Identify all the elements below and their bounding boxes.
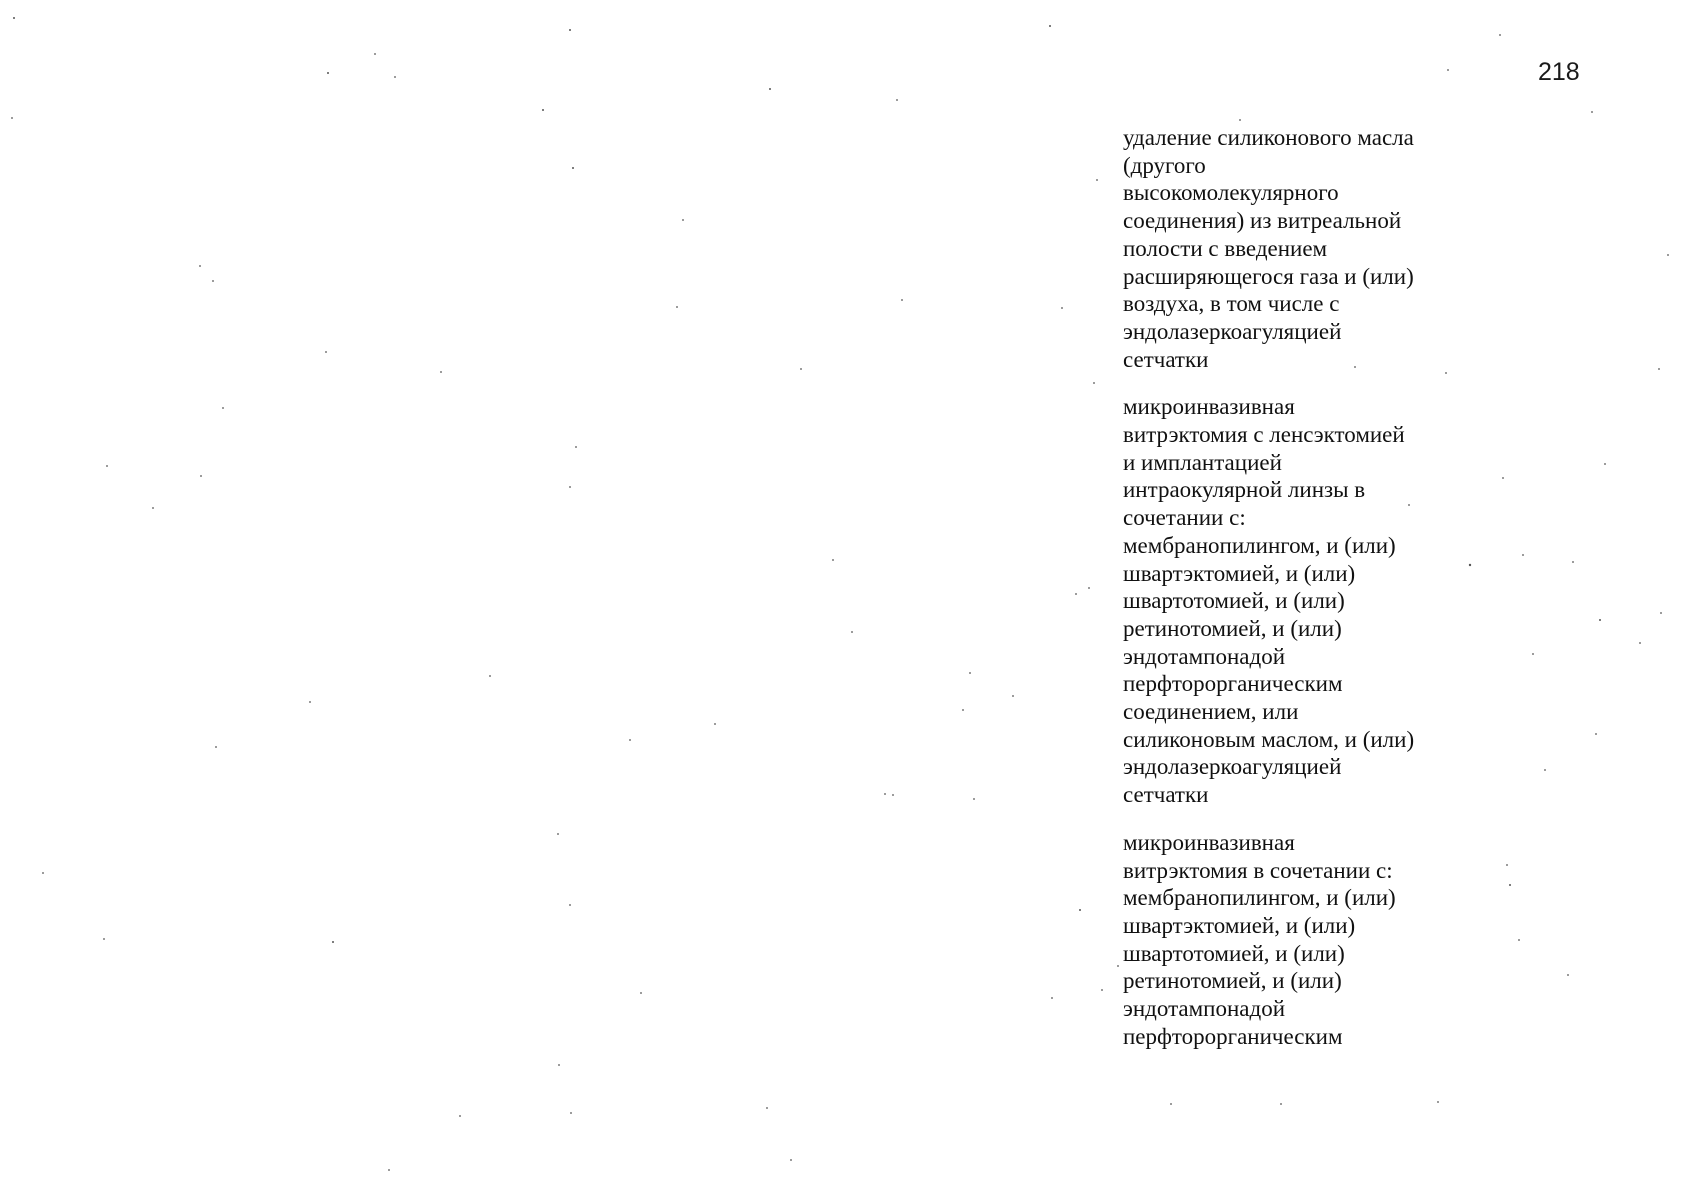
text-line: ретинотомией, и (или) [1123, 968, 1342, 994]
text-line: сетчатки [1123, 346, 1209, 372]
text-line: перфторорганическим [1123, 1023, 1343, 1049]
text-line: перфторорганическим [1123, 671, 1343, 697]
text-line: расширяющегося газа и (или) [1123, 263, 1414, 289]
text-line: швартотомией, и (или) [1123, 588, 1345, 614]
text-line: витрэктомия с ленсэктомией [1123, 422, 1405, 448]
procedure-entry [1123, 393, 1453, 809]
text-line: удаление силиконового масла [1123, 125, 1414, 150]
text-line: швартотомией, и (или) [1123, 940, 1345, 966]
text-line: эндолазеркоагуляцией [1123, 318, 1342, 344]
text-line: сетчатки [1123, 782, 1209, 808]
text-line: эндотампонадой [1123, 643, 1286, 669]
text-line: воздуха, в том числе с [1123, 291, 1340, 317]
text-line: силиконовым маслом, и (или) [1123, 726, 1415, 752]
text-column [1123, 124, 1453, 1071]
text-line: ретинотомией, и (или) [1123, 615, 1342, 641]
text-line: швартэктомией, и (или) [1123, 560, 1356, 586]
text-line: швартэктомией, и (или) [1123, 912, 1356, 938]
page-number: 218 [1538, 58, 1580, 86]
procedure-entry [1123, 829, 1453, 1051]
text-line: мембранопилингом, и (или) [1123, 532, 1396, 558]
text-line: (другого [1123, 152, 1206, 178]
text-line: витрэктомия в сочетании с: [1123, 857, 1393, 883]
text-line: микроинвазивная [1123, 829, 1295, 855]
text-line: эндотампонадой [1123, 996, 1286, 1022]
text-line: интраокулярной линзы в [1123, 477, 1366, 503]
text-line: соединением, или [1123, 699, 1299, 725]
text-line: соединения) из витреальной [1123, 208, 1402, 234]
text-line: высокомолекулярного [1123, 180, 1339, 206]
text-line: полости с введением [1123, 235, 1328, 261]
text-line: мембранопилингом, и (или) [1123, 885, 1396, 911]
text-line: и имплантацией [1123, 449, 1282, 475]
text-line: сочетании с: [1123, 505, 1246, 531]
procedure-entry [1123, 124, 1453, 373]
text-line: микроинвазивная [1123, 394, 1295, 420]
text-line: эндолазеркоагуляцией [1123, 754, 1342, 780]
